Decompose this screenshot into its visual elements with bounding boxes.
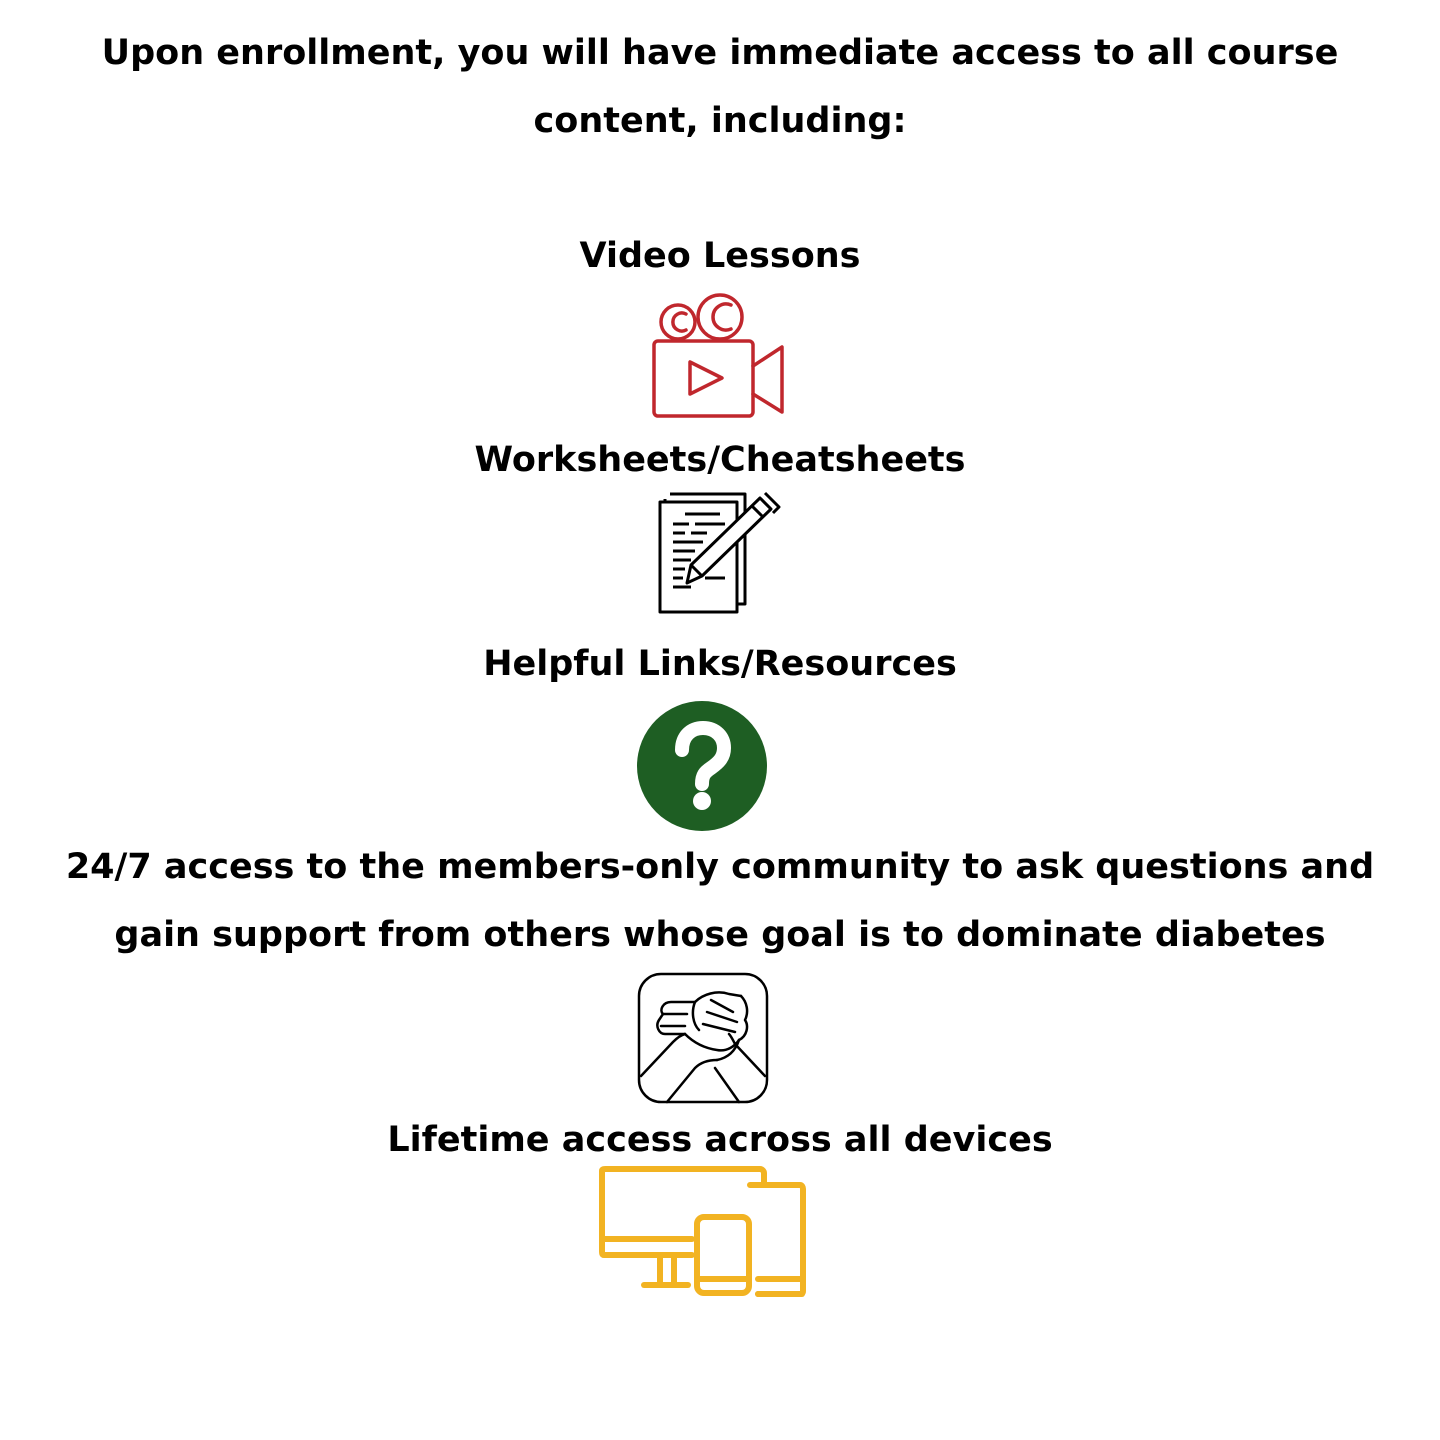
intro-text (0, 19, 1440, 155)
feature-label-worksheets: Worksheets/Cheatsheets (474, 440, 966, 480)
feature-label-helpful-links: Helpful Links/Resources (483, 644, 957, 684)
feature-community (0, 833, 1440, 969)
feature-label-lifetime-access: Lifetime access across all devices (387, 1120, 1053, 1160)
intro-line-1: Upon enrollment, you will have immediate access to all course (101, 33, 1339, 73)
community-line-1: 24/7 access to the members-only community to ask questions and (65, 847, 1375, 887)
devices-icon (596, 1163, 808, 1299)
video-camera-icon (650, 292, 790, 422)
question-mark-icon (636, 700, 768, 832)
community-line-2: gain support from others whose goal is to dominate diabetes (114, 915, 1326, 955)
feature-label-video-lessons: Video Lessons (579, 236, 861, 276)
handshake-icon (637, 972, 769, 1104)
worksheet-pen-icon (655, 490, 785, 620)
intro-line-2: content, including: (533, 101, 907, 141)
